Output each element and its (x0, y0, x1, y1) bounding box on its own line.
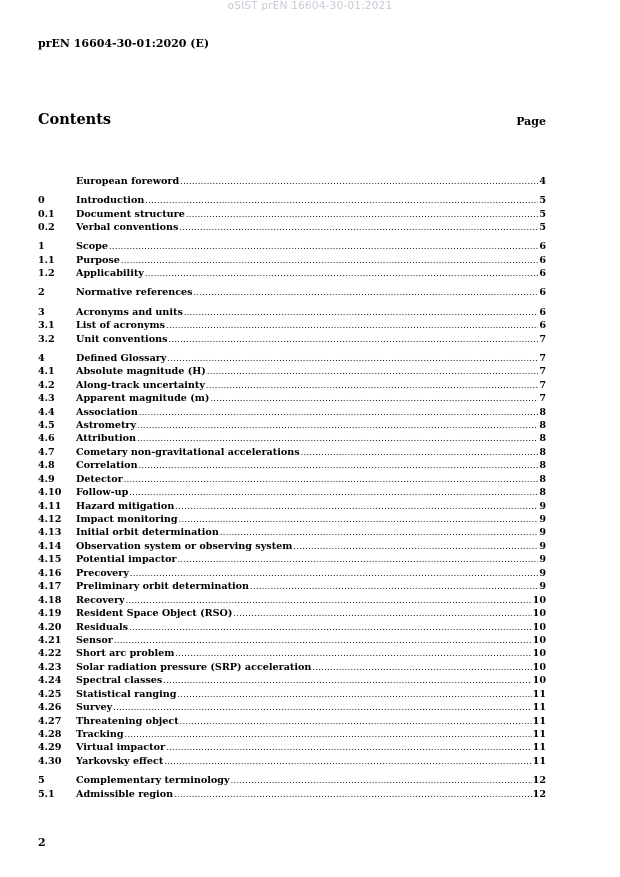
toc-leader-dots (139, 406, 539, 419)
toc-entry[interactable] (38, 286, 546, 299)
toc-leader-dots (121, 254, 538, 267)
toc-entry-number: 5 (38, 775, 45, 787)
toc-entry-number: 4.26 (38, 702, 62, 714)
toc-entry[interactable] (38, 594, 546, 607)
toc-entry-title: Apparent magnitude (m) (76, 393, 210, 405)
toc-entry-page: 7 (539, 366, 546, 378)
toc-entry-title: Survey (76, 702, 113, 714)
toc-entry-number: 4.7 (38, 446, 55, 458)
toc-entry-number: 4.8 (38, 460, 55, 472)
toc-leader-dots (145, 267, 538, 280)
toc-leader-dots (164, 755, 531, 768)
toc-entry-number: 4.28 (38, 729, 62, 741)
toc-entry-title: Complementary terminology (76, 775, 230, 787)
toc-entry-number: 4.12 (38, 514, 62, 526)
toc-entry-title: Follow-up (76, 487, 129, 499)
toc-entry-title: Residuals (76, 621, 129, 633)
toc-entry-page: 9 (539, 540, 546, 552)
toc-entry-number: 4.27 (38, 715, 62, 727)
toc-entry-number: 3.2 (38, 333, 55, 345)
toc-leader-dots (206, 379, 538, 392)
toc-entry[interactable] (38, 406, 546, 419)
toc-leader-dots (180, 175, 538, 188)
toc-entry-number: 4.16 (38, 567, 62, 579)
toc-entry-title: Recovery (76, 594, 125, 606)
toc-leader-dots (179, 513, 539, 526)
toc-entry-page: 5 (539, 195, 546, 207)
toc-entry[interactable] (38, 446, 546, 459)
toc-entry-page: 8 (539, 406, 546, 418)
toc-entry[interactable] (38, 553, 546, 566)
contents-heading: Contents (38, 111, 112, 128)
toc-leader-dots (109, 240, 538, 253)
toc-entry-number: 4.17 (38, 581, 62, 593)
toc-leader-dots (113, 701, 531, 714)
toc-entry-number: 3.1 (38, 320, 55, 332)
toc-leader-dots (130, 567, 538, 580)
toc-entry-title: Applicability (76, 268, 144, 280)
toc-leader-dots (301, 446, 539, 459)
toc-entry-number: 4 (38, 352, 45, 364)
toc-entry-number: 4.24 (38, 675, 62, 687)
toc-entry-page: 6 (539, 254, 546, 266)
toc-entry[interactable] (38, 567, 546, 580)
page-column-label: Page (516, 115, 546, 128)
toc-leader-dots (178, 553, 539, 566)
toc-entry[interactable] (38, 500, 546, 513)
toc-entry-title: Absolute magnitude (H) (76, 366, 206, 378)
toc-entry[interactable] (38, 333, 546, 346)
toc-leader-dots (312, 661, 531, 674)
toc-entry-title: Short arc problem (76, 648, 175, 660)
toc-entry-title: European foreword (76, 176, 180, 187)
toc-entry-page: 10 (532, 634, 546, 646)
toc-entry-title: List of acronyms (76, 320, 166, 332)
toc-entry-page: 11 (532, 702, 546, 714)
toc-entry-page: 11 (532, 729, 546, 741)
toc-entry[interactable] (38, 607, 546, 620)
toc-entry-page: 10 (532, 608, 546, 620)
toc-leader-dots (184, 306, 538, 319)
table-of-contents (38, 175, 546, 801)
toc-entry-page: 8 (539, 460, 546, 472)
toc-entry[interactable] (38, 432, 546, 445)
toc-leader-dots (137, 419, 538, 432)
toc-leader-dots (207, 365, 538, 378)
toc-entry-number: 2 (38, 287, 45, 299)
toc-entry[interactable] (38, 306, 546, 319)
page-number: 2 (38, 836, 46, 849)
toc-entry[interactable] (38, 208, 546, 221)
toc-entry[interactable] (38, 647, 546, 660)
toc-entry-title: Attribution (76, 433, 136, 445)
toc-entry[interactable] (38, 221, 546, 234)
toc-entry-page: 11 (532, 755, 546, 767)
toc-entry-page: 7 (539, 352, 546, 364)
toc-entry[interactable] (38, 755, 546, 768)
toc-entry-number: 1 (38, 241, 45, 253)
toc-entry-number: 4.1 (38, 366, 55, 378)
document-identifier: prEN 16604-30-01:2020 (E) (38, 37, 210, 50)
toc-entry[interactable] (38, 788, 546, 801)
toc-entry-number: 4.11 (38, 500, 62, 512)
toc-entry-title: Yarkovsky effect (76, 755, 164, 767)
toc-entry-page: 12 (532, 775, 546, 787)
toc-entry[interactable] (38, 728, 546, 741)
toc-leader-dots (124, 473, 539, 486)
toc-entry-number: 5.1 (38, 788, 55, 800)
toc-entry-title: Solar radiation pressure (SRP) acceleration (76, 661, 312, 673)
toc-entry[interactable] (38, 634, 546, 647)
toc-entry-title: Cometary non-gravitational accelerations (76, 446, 300, 458)
toc-entry-number: 4.20 (38, 621, 62, 633)
toc-leader-dots (129, 486, 538, 499)
toc-leader-dots (179, 221, 538, 234)
toc-entry[interactable] (38, 379, 546, 392)
toc-entry-number: 4.4 (38, 406, 55, 418)
toc-leader-dots (175, 500, 538, 513)
toc-entry-number: 1.2 (38, 268, 55, 280)
toc-leader-dots (250, 580, 538, 593)
toc-leader-dots (125, 728, 532, 741)
toc-leader-dots (186, 208, 539, 221)
toc-entry[interactable] (38, 175, 546, 188)
toc-leader-dots (167, 352, 538, 365)
toc-entry-title: Hazard mitigation (76, 500, 175, 512)
toc-entry-page: 8 (539, 433, 546, 445)
toc-entry-page: 7 (539, 333, 546, 345)
toc-entry-page: 11 (532, 715, 546, 727)
toc-entry-title: Normative references (76, 287, 193, 299)
toc-entry[interactable] (38, 688, 546, 701)
toc-entry-title: Virtual impactor (76, 742, 166, 754)
toc-entry-page: 9 (539, 500, 546, 512)
toc-entry-number: 4.22 (38, 648, 62, 660)
watermark: oSIST prEN 16604-30-01:2021 (227, 0, 393, 12)
toc-entry-page: 10 (532, 648, 546, 660)
toc-entry-page: 7 (539, 379, 546, 391)
toc-entry-page: 6 (539, 306, 546, 318)
toc-leader-dots (166, 319, 538, 332)
toc-leader-dots (220, 526, 539, 539)
toc-leader-dots (177, 688, 531, 701)
toc-entry[interactable] (38, 319, 546, 332)
toc-entry-number: 4.10 (38, 487, 62, 499)
toc-entry-title: Statistical ranging (76, 688, 177, 700)
toc-entry[interactable] (38, 194, 546, 207)
toc-entry-page: 10 (532, 661, 546, 673)
toc-entry-title: Astrometry (76, 419, 137, 431)
toc-entry-number: 4.14 (38, 540, 62, 552)
toc-leader-dots (231, 774, 532, 787)
toc-entry[interactable] (38, 580, 546, 593)
toc-entry-page: 8 (539, 419, 546, 431)
toc-entry-number: 4.5 (38, 419, 55, 431)
toc-entry-page: 5 (539, 222, 546, 234)
toc-entry-title: Defined Glossary (76, 352, 167, 364)
toc-leader-dots (163, 674, 531, 687)
toc-entry-number: 0.1 (38, 208, 55, 220)
toc-entry-page: 9 (539, 527, 546, 539)
toc-entry[interactable] (38, 621, 546, 634)
toc-entry-page: 6 (539, 287, 546, 299)
toc-entry[interactable] (38, 392, 546, 405)
toc-entry-number: 4.15 (38, 554, 62, 566)
toc-entry-page: 10 (532, 675, 546, 687)
toc-entry-title: Scope (76, 241, 108, 253)
toc-entry-title: Threatening object (76, 715, 179, 727)
toc-entry-page: 10 (532, 594, 546, 606)
toc-entry-page: 4 (539, 176, 546, 187)
toc-entry[interactable] (38, 661, 546, 674)
toc-entry-page: 8 (539, 473, 546, 485)
toc-leader-dots (145, 194, 538, 207)
toc-entry-page: 9 (539, 554, 546, 566)
toc-entry-title: Spectral classes (76, 675, 163, 687)
toc-entry-title: Correlation (76, 460, 138, 472)
toc-entry[interactable] (38, 674, 546, 687)
toc-entry-page: 9 (539, 514, 546, 526)
toc-entry-page: 10 (532, 621, 546, 633)
toc-entry-number: 4.23 (38, 661, 62, 673)
toc-leader-dots (114, 634, 532, 647)
toc-entry-number: 4.29 (38, 742, 62, 754)
toc-entry-title: Observation system or observing system (76, 540, 293, 552)
toc-entry-page: 11 (532, 688, 546, 700)
toc-entry[interactable] (38, 526, 546, 539)
toc-entry-title: Initial orbit determination (76, 527, 219, 539)
toc-entry-number: 4.2 (38, 379, 55, 391)
toc-entry[interactable] (38, 365, 546, 378)
toc-leader-dots (194, 286, 539, 299)
toc-entry-page: 12 (532, 788, 546, 800)
toc-leader-dots (175, 647, 531, 660)
toc-entry-page: 6 (539, 268, 546, 280)
toc-entry-title: Detector (76, 473, 123, 485)
toc-entry-number: 4.19 (38, 608, 62, 620)
toc-entry-page: 9 (539, 567, 546, 579)
toc-entry-title: Acronyms and units (76, 306, 183, 318)
toc-entry[interactable] (38, 513, 546, 526)
toc-entry-number: 4.13 (38, 527, 62, 539)
toc-leader-dots (126, 594, 532, 607)
toc-entry-title: Purpose (76, 254, 120, 266)
toc-entry-title: Precovery (76, 567, 129, 579)
toc-entry[interactable] (38, 419, 546, 432)
toc-leader-dots (293, 540, 538, 553)
toc-entry-page: 8 (539, 446, 546, 458)
toc-leader-dots (166, 741, 532, 754)
toc-entry-number: 4.25 (38, 688, 62, 700)
toc-entry-title: Resident Space Object (RSO) (76, 608, 233, 620)
toc-entry-title: Along-track uncertainty (76, 379, 205, 391)
toc-entry-number: 4.6 (38, 433, 55, 445)
toc-entry-page: 8 (539, 487, 546, 499)
toc-entry-title: Impact monitoring (76, 514, 178, 526)
toc-entry-page: 6 (539, 241, 546, 253)
toc-entry[interactable] (38, 540, 546, 553)
toc-entry-title: Admissible region (76, 788, 174, 800)
toc-entry[interactable] (38, 701, 546, 714)
toc-entry-title: Tracking (76, 729, 124, 741)
toc-entry[interactable] (38, 741, 546, 754)
toc-leader-dots (168, 333, 538, 346)
toc-leader-dots (233, 607, 531, 620)
toc-entry-number: 1.1 (38, 254, 55, 266)
toc-entry-number: 4.3 (38, 393, 55, 405)
toc-leader-dots (174, 788, 532, 801)
toc-entry-page: 5 (539, 208, 546, 220)
toc-leader-dots (180, 715, 532, 728)
toc-leader-dots (139, 459, 539, 472)
toc-entry-number: 4.30 (38, 755, 62, 767)
toc-entry[interactable] (38, 267, 546, 280)
toc-entry[interactable] (38, 352, 546, 365)
toc-leader-dots (210, 392, 538, 405)
toc-entry-page: 7 (539, 393, 546, 405)
toc-entry[interactable] (38, 715, 546, 728)
toc-entry-title: Document structure (76, 208, 185, 220)
toc-entry-title: Introduction (76, 195, 145, 207)
toc-entry-number: 0.2 (38, 222, 55, 234)
toc-entry-title: Unit conventions (76, 333, 168, 345)
toc-entry[interactable] (38, 774, 546, 787)
toc-entry-title: Association (76, 406, 138, 418)
toc-entry-title: Preliminary orbit determination (76, 581, 250, 593)
toc-entry[interactable] (38, 459, 546, 472)
toc-entry-number: 4.21 (38, 634, 62, 646)
toc-entry[interactable] (38, 254, 546, 267)
toc-leader-dots (137, 432, 538, 445)
toc-entry-page: 6 (539, 320, 546, 332)
toc-entry-page: 11 (532, 742, 546, 754)
toc-entry-title: Potential impactor (76, 554, 177, 566)
toc-entry[interactable] (38, 486, 546, 499)
toc-entry-number: 0 (38, 195, 45, 207)
toc-entry-title: Verbal conventions (76, 222, 179, 234)
toc-entry[interactable] (38, 473, 546, 486)
toc-entry-number: 4.9 (38, 473, 55, 485)
toc-entry-number: 4.18 (38, 594, 62, 606)
toc-entry[interactable] (38, 240, 546, 253)
toc-entry-page: 9 (539, 581, 546, 593)
toc-entry-number: 3 (38, 306, 45, 318)
toc-leader-dots (129, 621, 532, 634)
toc-entry-title: Sensor (76, 634, 113, 646)
